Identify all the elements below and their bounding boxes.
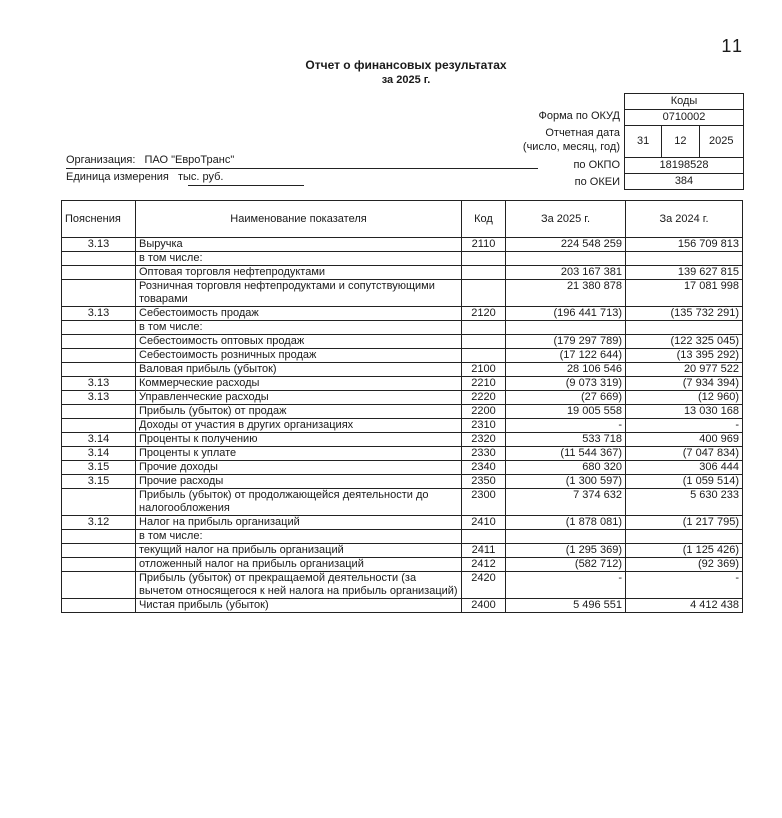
cell-2024: 20 977 522 xyxy=(626,363,743,377)
cell-2024: (122 325 045) xyxy=(626,335,743,349)
date-label: Отчетная дата (число, месяц, год) xyxy=(522,127,620,153)
report-title: Отчет о финансовых результатах xyxy=(305,58,507,72)
cell-code: 2100 xyxy=(462,363,506,377)
cell-2025: (1 300 597) xyxy=(506,475,626,489)
table-row xyxy=(62,558,743,572)
cell-code xyxy=(462,321,506,335)
cell-name: Прибыль (убыток) от продолжающейся деятельности до налогообложения xyxy=(136,489,462,516)
cell-2025: 224 548 259 xyxy=(506,238,626,252)
cell-code: 2330 xyxy=(462,447,506,461)
table-row xyxy=(62,475,743,489)
cell-name: Проценты к получению xyxy=(136,433,462,447)
cell-name: Прибыль (убыток) от продаж xyxy=(136,405,462,419)
cell-code xyxy=(462,530,506,544)
cell-code: 2412 xyxy=(462,558,506,572)
page-number: 11 xyxy=(721,36,744,56)
codes-header: Коды xyxy=(625,94,743,110)
cell-code xyxy=(462,252,506,266)
cell-note xyxy=(62,335,136,349)
cell-2024: 5 630 233 xyxy=(626,489,743,516)
cell-2024: (1 125 426) xyxy=(626,544,743,558)
cell-2024: (135 732 291) xyxy=(626,307,743,321)
cell-code: 2120 xyxy=(462,307,506,321)
table-row xyxy=(62,363,743,377)
table-row xyxy=(62,266,743,280)
table-row xyxy=(62,530,743,544)
date-year: 2025 xyxy=(709,135,734,147)
cell-2025 xyxy=(506,530,626,544)
cell-name: в том числе: xyxy=(136,321,462,335)
cell-2025: (179 297 789) xyxy=(506,335,626,349)
okud-label: Форма по ОКУД xyxy=(538,110,620,122)
okei-label: по ОКЕИ xyxy=(574,176,620,188)
cell-2025: 5 496 551 xyxy=(506,599,626,613)
table-row xyxy=(62,489,743,516)
cell-name: Себестоимость розничных продаж xyxy=(136,349,462,363)
table-row xyxy=(62,252,743,266)
cell-2024: 139 627 815 xyxy=(626,266,743,280)
table-row xyxy=(62,433,743,447)
cell-note: 3.15 xyxy=(62,461,136,475)
cell-2024: 13 030 168 xyxy=(626,405,743,419)
cell-code: 2110 xyxy=(462,238,506,252)
cell-code: 2300 xyxy=(462,489,506,516)
cell-note xyxy=(62,280,136,307)
cell-code: 2210 xyxy=(462,377,506,391)
cell-2025: (1 295 369) xyxy=(506,544,626,558)
cell-note xyxy=(62,266,136,280)
okpo-label: по ОКПО xyxy=(573,159,620,171)
table-row xyxy=(62,599,743,613)
cell-2024: 4 412 438 xyxy=(626,599,743,613)
table-row xyxy=(62,461,743,475)
organization-label: Организация: xyxy=(66,154,136,166)
table-row xyxy=(62,419,743,433)
cell-2025: - xyxy=(506,572,626,599)
cell-2025: 203 167 381 xyxy=(506,266,626,280)
cell-note xyxy=(62,572,136,599)
table-row xyxy=(62,349,743,363)
cell-code: 2400 xyxy=(462,599,506,613)
report-date xyxy=(625,126,743,158)
cell-name: Розничная торговля нефтепродуктами и сопутствующими товарами xyxy=(136,280,462,307)
organization-underline xyxy=(66,168,538,169)
table-row xyxy=(62,447,743,461)
cell-note xyxy=(62,252,136,266)
report-period: за 2025 г. xyxy=(381,74,431,86)
date-day: 31 xyxy=(625,126,662,157)
table-row xyxy=(62,377,743,391)
table-row xyxy=(62,307,743,321)
cell-2025: (196 441 713) xyxy=(506,307,626,321)
cell-note xyxy=(62,363,136,377)
cell-code xyxy=(462,349,506,363)
cell-2024 xyxy=(626,252,743,266)
cell-name: текущий налог на прибыль организаций xyxy=(136,544,462,558)
cell-2024: (13 395 292) xyxy=(626,349,743,363)
codes-box xyxy=(624,93,744,190)
okei-code: 384 xyxy=(674,175,694,187)
cell-name: Проценты к уплате xyxy=(136,447,462,461)
cell-name: Коммерческие расходы xyxy=(136,377,462,391)
cell-note xyxy=(62,405,136,419)
cell-note xyxy=(62,349,136,363)
cell-name: отложенный налог на прибыль организаций xyxy=(136,558,462,572)
cell-name: Чистая прибыль (убыток) xyxy=(136,599,462,613)
table-row xyxy=(62,335,743,349)
okud-code: 0710002 xyxy=(625,110,743,126)
cell-2025 xyxy=(506,252,626,266)
cell-name: Управленческие расходы xyxy=(136,391,462,405)
cell-name: Прочие доходы xyxy=(136,461,462,475)
unit-underline xyxy=(188,185,304,186)
cell-code xyxy=(462,280,506,307)
cell-2024 xyxy=(626,530,743,544)
cell-2025: (582 712) xyxy=(506,558,626,572)
cell-name: Себестоимость оптовых продаж xyxy=(136,335,462,349)
cell-2025: 28 106 546 xyxy=(506,363,626,377)
cell-note: 3.13 xyxy=(62,238,136,252)
col-header-code: Код xyxy=(462,201,506,238)
table-row xyxy=(62,280,743,307)
date-month: 12 xyxy=(662,126,699,157)
cell-2024: (1 059 514) xyxy=(626,475,743,489)
cell-code xyxy=(462,266,506,280)
cell-2025: (27 669) xyxy=(506,391,626,405)
cell-note: 3.13 xyxy=(62,391,136,405)
cell-code: 2340 xyxy=(462,461,506,475)
cell-name: Прибыль (убыток) от прекращаемой деятельности (за вычетом относящегося к ней налога на прибыль организаций) xyxy=(136,572,462,599)
cell-note: 3.14 xyxy=(62,433,136,447)
unit-label: Единица измерения xyxy=(66,171,169,183)
cell-note xyxy=(62,544,136,558)
cell-name: Налог на прибыль организаций xyxy=(136,516,462,530)
unit-value: тыс. руб. xyxy=(177,171,224,183)
col-header-2024: За 2024 г. xyxy=(626,201,743,238)
cell-2024: - xyxy=(626,419,743,433)
cell-2024: (7 934 394) xyxy=(626,377,743,391)
cell-name: в том числе: xyxy=(136,252,462,266)
cell-name: Валовая прибыль (убыток) xyxy=(136,363,462,377)
cell-code: 2220 xyxy=(462,391,506,405)
table-row xyxy=(62,572,743,599)
table-row xyxy=(62,544,743,558)
cell-2024: (12 960) xyxy=(626,391,743,405)
cell-code: 2350 xyxy=(462,475,506,489)
cell-2024: (92 369) xyxy=(626,558,743,572)
organization-name: ПАО "ЕвроТранс" xyxy=(144,154,235,166)
cell-note: 3.13 xyxy=(62,307,136,321)
cell-name: Оптовая торговля нефтепродуктами xyxy=(136,266,462,280)
cell-code: 2200 xyxy=(462,405,506,419)
table-row xyxy=(62,238,743,252)
cell-note: 3.14 xyxy=(62,447,136,461)
cell-2025: 21 380 878 xyxy=(506,280,626,307)
col-header-name: Наименование показателя xyxy=(136,201,462,238)
cell-code xyxy=(462,335,506,349)
cell-2024: 17 081 998 xyxy=(626,280,743,307)
cell-2025: (9 073 319) xyxy=(506,377,626,391)
cell-name: Себестоимость продаж xyxy=(136,307,462,321)
cell-2024: 156 709 813 xyxy=(626,238,743,252)
cell-2024: 400 969 xyxy=(626,433,743,447)
cell-2025: (17 122 644) xyxy=(506,349,626,363)
cell-code: 2310 xyxy=(462,419,506,433)
cell-2024: (7 047 834) xyxy=(626,447,743,461)
unit-row xyxy=(66,171,223,183)
cell-2025: 533 718 xyxy=(506,433,626,447)
table-row xyxy=(62,516,743,530)
cell-2024 xyxy=(626,321,743,335)
cell-note xyxy=(62,599,136,613)
cell-code: 2411 xyxy=(462,544,506,558)
cell-2025: (11 544 367) xyxy=(506,447,626,461)
cell-note: 3.15 xyxy=(62,475,136,489)
cell-name: в том числе: xyxy=(136,530,462,544)
cell-2024: (1 217 795) xyxy=(626,516,743,530)
table-row xyxy=(62,321,743,335)
cell-note xyxy=(62,558,136,572)
cell-2025 xyxy=(506,321,626,335)
cell-note xyxy=(62,321,136,335)
cell-note xyxy=(62,419,136,433)
cell-2025: 19 005 558 xyxy=(506,405,626,419)
table-header-row xyxy=(62,201,743,238)
cell-name: Прочие расходы xyxy=(136,475,462,489)
cell-2024: - xyxy=(626,572,743,599)
organization-row xyxy=(66,154,234,166)
cell-note: 3.13 xyxy=(62,377,136,391)
table-row xyxy=(62,405,743,419)
cell-2024: 306 444 xyxy=(626,461,743,475)
cell-code: 2320 xyxy=(462,433,506,447)
cell-2025: 680 320 xyxy=(506,461,626,475)
cell-2025: - xyxy=(506,419,626,433)
cell-name: Выручка xyxy=(136,238,462,252)
cell-code: 2410 xyxy=(462,516,506,530)
cell-code: 2420 xyxy=(462,572,506,599)
cell-note xyxy=(62,530,136,544)
cell-2025: (1 878 081) xyxy=(506,516,626,530)
col-header-2025: За 2025 г. xyxy=(506,201,626,238)
cell-note: 3.12 xyxy=(62,516,136,530)
cell-2025: 7 374 632 xyxy=(506,489,626,516)
col-header-notes: Пояснения xyxy=(62,201,136,238)
financial-results-table xyxy=(61,200,743,613)
cell-name: Доходы от участия в других организациях xyxy=(136,419,462,433)
cell-note xyxy=(62,489,136,516)
table-row xyxy=(62,391,743,405)
okpo-code: 18198528 xyxy=(625,158,743,174)
